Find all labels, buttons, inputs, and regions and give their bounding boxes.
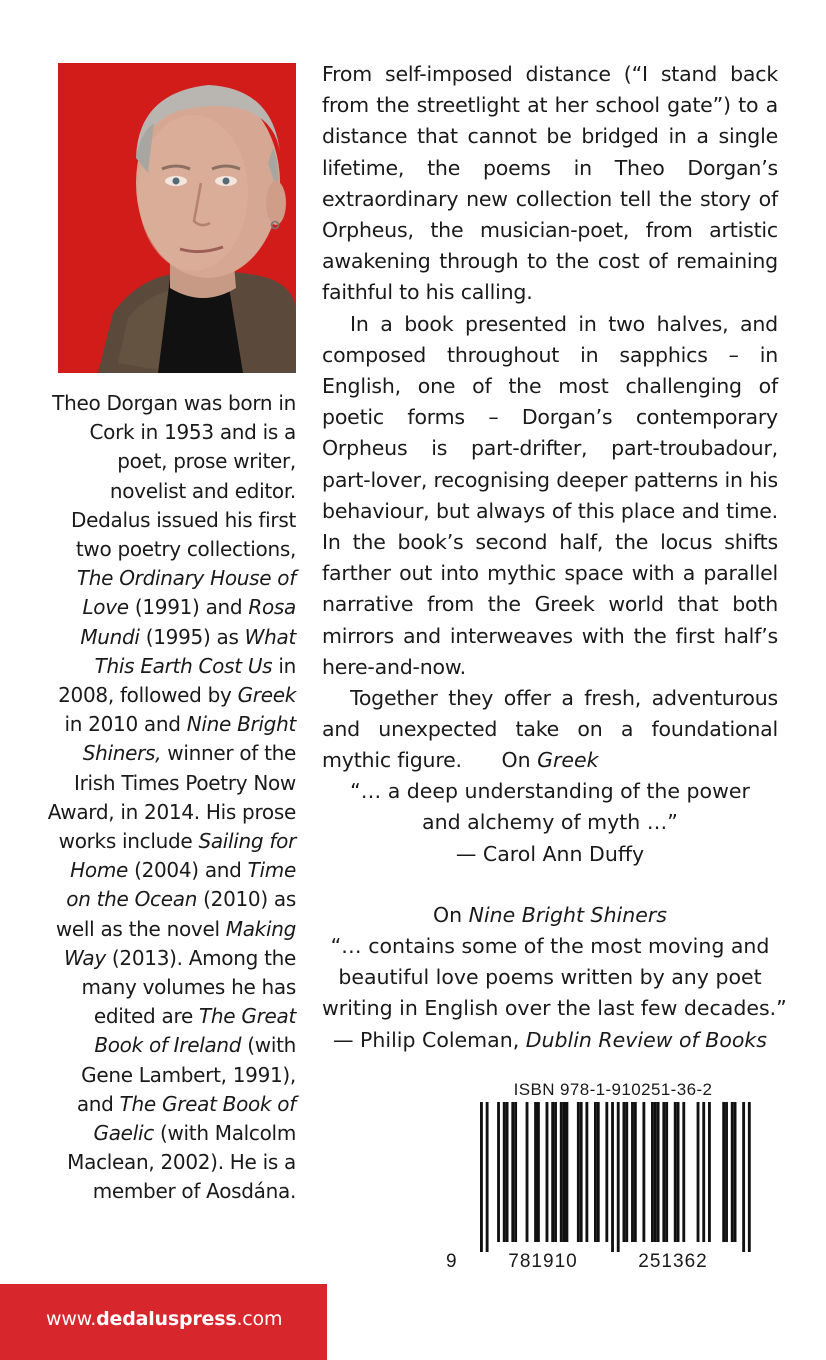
bio-title-greek: Greek [237, 683, 296, 708]
barcode-bar [665, 1102, 668, 1242]
barcode-bar [566, 1102, 569, 1242]
quote-line: and alchemy of myth …” [422, 810, 678, 835]
barcode-bar [554, 1102, 557, 1242]
barcode-bar [480, 1102, 483, 1252]
blurb-paragraph-1: From self-imposed distance (“I stand back from the streetlight at her school gate”) to a distance that cannot be bridged in a single lifetime, the poems in Theo Dorgan’s extraordinary new collection tell the story of Orpheus, the musician-poet, from artistic awakening through to the cost of remaining faithful to his calling. [322, 62, 778, 305]
bio-title-rosa-mundi: Rosa Mundi [80, 595, 296, 649]
barcode-bar [682, 1102, 685, 1242]
barcode-bar [725, 1102, 728, 1242]
quote-line: beautiful love poems written by any poet [338, 965, 762, 990]
bio-title-making-way: Making Way [63, 916, 296, 970]
bio-title-great-book-ireland: The Great Book of Ireland [94, 1004, 296, 1058]
barcode-bar [486, 1102, 489, 1252]
barcode-bar [503, 1102, 506, 1242]
barcode-bar [697, 1102, 700, 1242]
publisher-website-link[interactable]: www.dedaluspress.com [46, 1308, 283, 1330]
barcode-bar [605, 1102, 608, 1242]
barcode-bar [654, 1102, 657, 1242]
barcode-bar [560, 1102, 563, 1242]
barcode-digits-left: 781910 [508, 1251, 578, 1272]
barcode-bar [631, 1102, 634, 1242]
barcode-bar [702, 1102, 705, 1242]
author-portrait-image [58, 63, 296, 373]
barcode-bar [497, 1102, 500, 1242]
barcode-bar [625, 1102, 628, 1242]
barcode-bar [580, 1102, 583, 1242]
barcode-bar [551, 1102, 554, 1242]
barcode-bar [597, 1102, 600, 1242]
isbn-label: ISBN 978-1-910251-36-2 [513, 1080, 713, 1099]
quote-line: “… contains some of the most moving and [330, 934, 770, 959]
barcode-bar [734, 1102, 737, 1242]
barcode-bar [662, 1102, 665, 1242]
blurb-paragraph-3: Together they offer a fresh, adventurous and unexpected take on a foundational mythic figure. [322, 686, 778, 773]
barcode-bar [617, 1102, 620, 1252]
barcode-digit-first: 9 [446, 1251, 457, 1272]
bio-title-ordinary-house: The Ordinary House of Love [76, 566, 296, 620]
quote-heading: On Nine Bright Shiners [433, 902, 667, 927]
barcode-bar [748, 1102, 751, 1252]
footer-banner [0, 1284, 327, 1360]
barcode-bar [511, 1102, 514, 1242]
barcode-bar [642, 1102, 645, 1242]
barcode-bar [657, 1102, 660, 1242]
review-quotes [322, 745, 787, 1086]
quote-greek [322, 745, 778, 870]
barcode-bar [534, 1102, 537, 1242]
barcode-bar [708, 1102, 711, 1242]
author-bio: Theo Dorgan was born in Cork in 1953 and is a poet, prose writer, novelist and editor. Dedalus issued his first two poetry collections, The Ordinary House of Love (1991) and Rosa Mundi (1995) as What This Earth Cost Us in 2008, followed by Greek in 2010 and Nine Bright Shiners, winner of the Irish Times Poetry Now Award, in 2014. His prose works include Sailing for Home (2004) and Time on the Ocean (2010) as well as the novel Making Way (2013). Among the many volumes he has edited are The Great Book of Ireland (with Gene Lambert, 1991), and The Great Book of Gaelic (with Malcolm Maclean, 2002). He is a member of Aosdána. [47, 391, 296, 1204]
barcode-bar [611, 1102, 614, 1252]
barcode-bar [634, 1102, 637, 1242]
book-blurb [322, 59, 778, 777]
barcode-digits-right: 251362 [638, 1251, 708, 1272]
barcode-digits [446, 1251, 740, 1273]
barcode-bar [651, 1102, 654, 1242]
barcode-bar [742, 1102, 745, 1252]
bio-title-what-this-earth: What This Earth Cost Us [94, 624, 296, 678]
bio-title-sailing-for-home: Sailing for Home [70, 829, 296, 883]
barcode-bar [594, 1102, 597, 1242]
quote-heading: On Greek [501, 748, 599, 772]
barcode-bar [677, 1102, 680, 1242]
barcode-bar [585, 1102, 588, 1242]
quote-attribution: — Carol Ann Duffy [455, 841, 645, 866]
barcode-bar [563, 1102, 566, 1242]
barcode-bar [537, 1102, 540, 1242]
barcode-bar [623, 1102, 626, 1242]
barcode-bar [546, 1102, 549, 1242]
quote-line: writing in English over the last few decades.” [322, 996, 787, 1021]
barcode-bar [577, 1102, 580, 1242]
author-photo [58, 63, 296, 373]
barcode-bar [526, 1102, 529, 1242]
barcode-bar [722, 1102, 725, 1242]
bio-title-time-on-the-ocean: Time on the Ocean [66, 858, 296, 912]
quote-nine-bright-shiners [322, 900, 787, 1056]
barcode-bar [514, 1102, 517, 1242]
quote-attribution: — Philip Coleman, Dublin Review of Books [333, 1027, 767, 1052]
blurb-paragraph-2: In a book presented in two halves, and composed throughout in sapphics – in English, one of the most challenging of poetic forms – Dorgan’s contemporary Orpheus is part-drifter, part-troubadour, part-lover, recognising deeper patterns in his behaviour, but always of this place and time. In the book’s second half, the locus shifts farther out into mythic space with a parallel narrative from the Greek world that both mirrors and interweaves with the first half’s here-and-now. [322, 311, 778, 679]
bio-title-nine-bright-shiners: Nine Bright Shiners, [82, 712, 296, 766]
barcode-bar [674, 1102, 677, 1242]
barcode-bar [506, 1102, 509, 1242]
quote-line: “… a deep understanding of the power [350, 779, 750, 804]
isbn-barcode [446, 1102, 776, 1252]
bio-title-great-book-gaelic: The Great Book of Gaelic [93, 1091, 296, 1146]
barcode-bar [731, 1102, 734, 1242]
